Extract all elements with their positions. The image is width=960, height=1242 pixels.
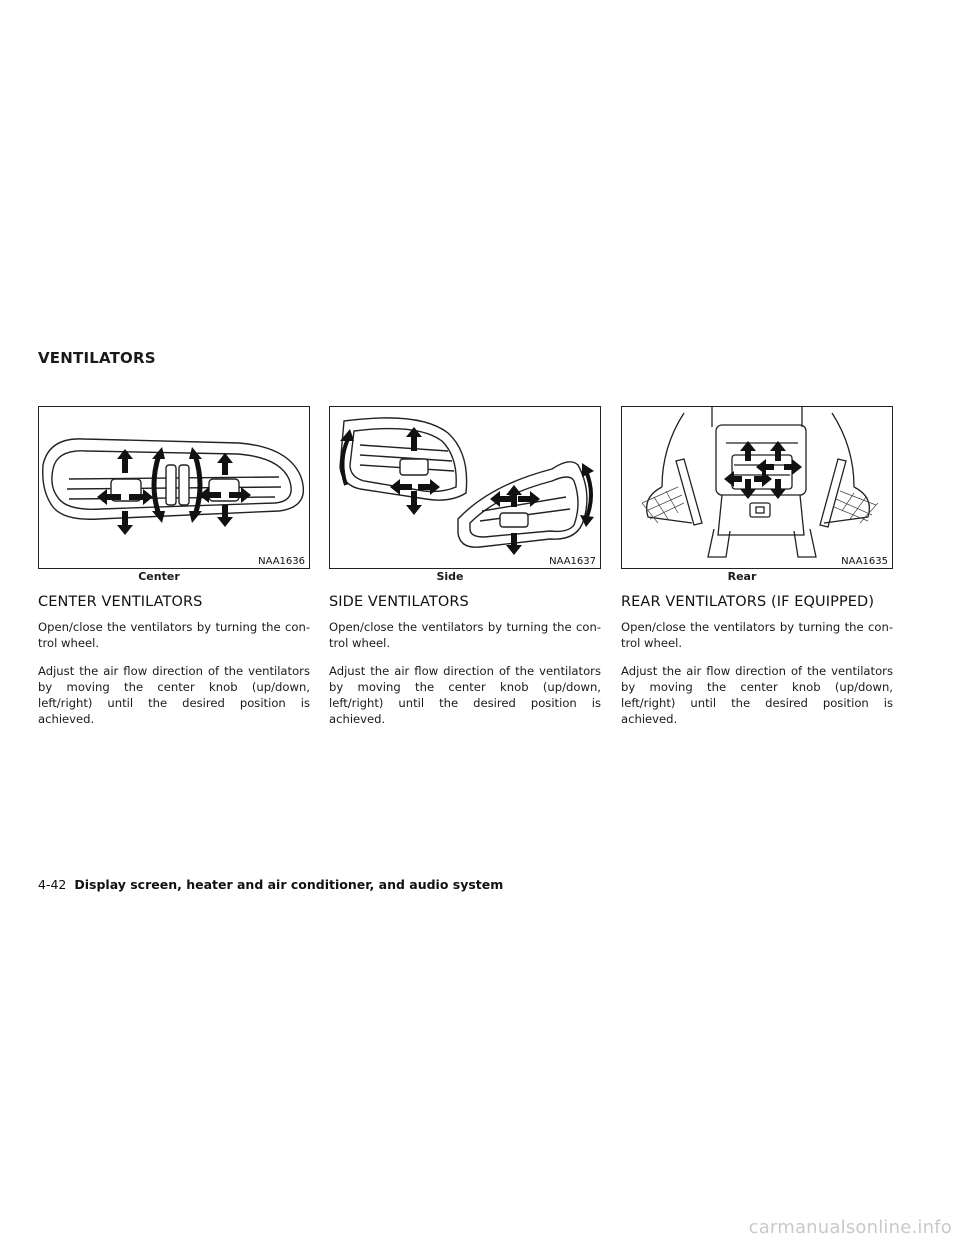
- chapter-title: Display screen, heater and air conditioner, and audio system: [74, 877, 504, 892]
- figure-center-ventilator: [38, 406, 310, 569]
- figure-code: NAA1636: [258, 556, 305, 567]
- watermark: carmanualsonline.info: [748, 1217, 952, 1238]
- figure-caption: Rear: [727, 570, 757, 583]
- rear-ventilator-illustration: [622, 407, 892, 568]
- heading-side-ventilators: SIDE VENTILATORS: [329, 594, 469, 610]
- figure-code: NAA1637: [549, 556, 596, 567]
- paragraph: Adjust the air flow direction of the ventilators by moving the center knob (up/down, left/right) until the desired position is achieved.: [621, 663, 893, 726]
- figure-rear-ventilator: [621, 406, 893, 569]
- paragraph: Adjust the air flow direction of the ventilators by moving the center knob (up/down, left/right) until the desired position is achieved.: [38, 663, 310, 726]
- center-ventilator-illustration: [39, 407, 309, 568]
- side-ventilator-illustration: [330, 407, 600, 568]
- figure-code: NAA1635: [841, 556, 888, 567]
- figure-side-ventilator: [329, 406, 601, 569]
- paragraph: Open/close the ventilators by turning the con-trol wheel.: [329, 620, 601, 650]
- paragraph: Adjust the air flow direction of the ventilators by moving the center knob (up/down, left/right) until the desired position is achieved.: [329, 663, 601, 726]
- figure-caption: Center: [138, 570, 180, 583]
- paragraph: Open/close the ventilators by turning the con-trol wheel.: [38, 620, 310, 650]
- column-side-ventilators: [329, 406, 601, 738]
- page-footer: [38, 877, 503, 892]
- figure-caption: Side: [436, 570, 464, 583]
- paragraph: Open/close the ventilators by turning the con-trol wheel.: [621, 620, 893, 650]
- page-number: 4-42: [38, 877, 67, 892]
- section-title: VENTILATORS: [38, 349, 156, 367]
- column-rear-ventilators: [621, 406, 893, 738]
- heading-center-ventilators: CENTER VENTILATORS: [38, 594, 203, 610]
- heading-rear-ventilators: REAR VENTILATORS (IF EQUIPPED): [621, 594, 875, 610]
- column-center-ventilators: [38, 406, 310, 738]
